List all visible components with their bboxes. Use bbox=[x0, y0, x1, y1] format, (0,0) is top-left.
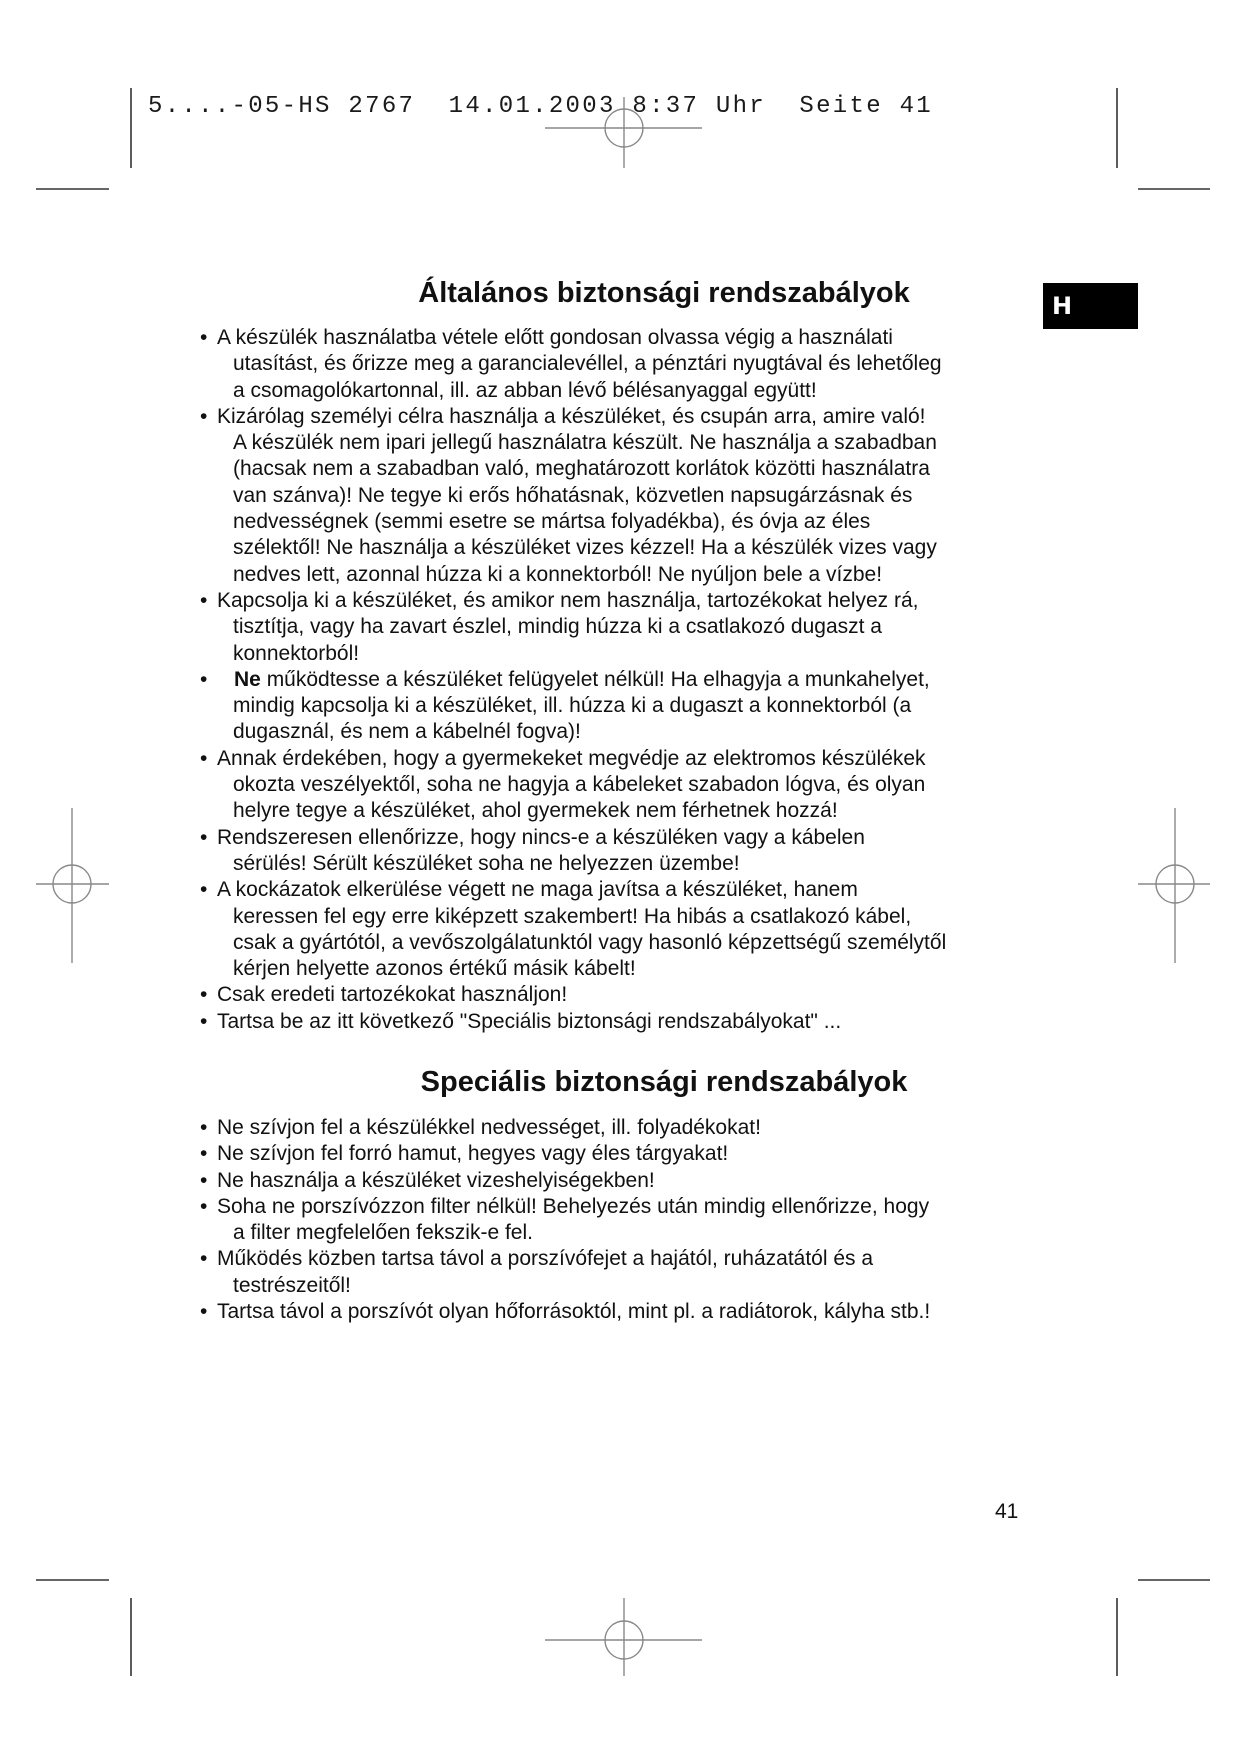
bullet-icon: • bbox=[200, 878, 208, 902]
list-item-continuation: kérjen helyette azonos értékű másik kábelt! bbox=[233, 957, 636, 981]
list-item-continuation: a filter megfelelően fekszik-e fel. bbox=[233, 1221, 533, 1245]
list-item-continuation: konnektorból! bbox=[233, 641, 360, 665]
list-item bbox=[200, 825, 1060, 878]
list-item-continuation: A készülék nem ipari jellegű használatra készült. Ne használja a szabadban bbox=[233, 431, 937, 455]
bullet-icon: • bbox=[200, 1168, 208, 1192]
list-item-continuation: tisztítja, vagy ha zavart észlel, mindig húzza ki a csatlakozó dugaszt a bbox=[233, 615, 882, 639]
bullet-icon: • bbox=[200, 1300, 208, 1324]
list-item bbox=[200, 746, 1060, 825]
list-item-continuation: nedvességnek (semmi esetre se mártsa folyadékba), és óvja az éles bbox=[233, 510, 871, 534]
list-item-continuation: testrészeitől! bbox=[233, 1273, 351, 1297]
general-safety-list bbox=[200, 325, 1060, 1035]
list-item-text: működtesse a készüléket felügyelet nélkül! Ha elhagyja a munkahelyet, bbox=[260, 667, 930, 691]
list-item-continuation: (hacsak nem a szabadban való, meghatározott korlátok közötti használatra bbox=[233, 457, 930, 481]
list-item-text: Tartsa távol a porszívót olyan hőforrásoktól, mint pl. a radiátorok, kályha stb.! bbox=[217, 1300, 931, 1324]
bullet-icon: • bbox=[200, 326, 208, 349]
bullet-icon: • bbox=[200, 667, 208, 691]
list-item bbox=[200, 982, 1060, 1008]
bullet-icon: • bbox=[200, 404, 208, 428]
page-number: 41 bbox=[995, 1500, 1019, 1523]
list-item bbox=[200, 1299, 1060, 1325]
bullet-icon: • bbox=[200, 1009, 208, 1033]
list-item-first-line bbox=[217, 1115, 1060, 1141]
list-item bbox=[200, 877, 1060, 982]
list-item-first-line bbox=[217, 588, 1060, 614]
list-item-continuation: csak a gyártótól, a vevőszolgálatunktól vagy hasonló képzettségű személytől bbox=[233, 930, 947, 954]
list-item-text: Rendszeresen ellenőrizze, hogy nincs-e a készüléken vagy a kábelen bbox=[217, 825, 865, 849]
list-item-first-line bbox=[217, 1168, 1060, 1194]
list-item-continuation: keressen fel egy erre kiképzett szakembert! Ha hibás a csatlakozó kábel, bbox=[233, 904, 912, 928]
list-item-continuation: dugasznál, és nem a kábelnél fogva)! bbox=[233, 720, 581, 744]
list-item-text: Annak érdekében, hogy a gyermekeket megvédje az elektromos készülékek bbox=[217, 746, 926, 770]
list-item-continuation: nedves lett, azonnal húzza ki a konnektorból! Ne nyúljon bele a vízbe! bbox=[233, 562, 883, 586]
list-item bbox=[200, 1246, 1060, 1299]
list-item bbox=[200, 1009, 1060, 1035]
list-item-first-line bbox=[217, 825, 1060, 851]
list-item-text: Működés közben tartsa távol a porszívófejet a hajától, ruházatától és a bbox=[217, 1247, 874, 1271]
list-item-first-line bbox=[217, 667, 1060, 693]
list-item-text: Ne szívjon fel a készülékkel nedvességet, ill. folyadékokat! bbox=[217, 1116, 761, 1139]
bullet-icon: • bbox=[200, 746, 208, 770]
list-item bbox=[200, 588, 1060, 667]
registration-target-bottom bbox=[545, 1598, 702, 1676]
list-item-text: Kizárólag személyi célra használja a készüléket, és csupán arra, amire való! bbox=[217, 404, 926, 428]
bullet-icon: • bbox=[200, 1142, 208, 1166]
list-item-text: Soha ne porszívózzon filter nélkül! Behelyezés után mindig ellenőrizze, hogy bbox=[217, 1194, 930, 1218]
list-item-first-line bbox=[217, 1246, 1060, 1272]
list-item-text: Tartsa be az itt következő "Speciális biztonsági rendszabályokat" ... bbox=[217, 1009, 842, 1033]
print-slug-line: 5....-05-HS 2767 14.01.2003 8:37 Uhr Seite 41 bbox=[148, 93, 934, 120]
list-item-text: Ne használja a készüléket vizeshelyiségekben! bbox=[217, 1168, 655, 1192]
list-item-continuation: okozta veszélyektől, soha ne hagyja a kábeleket szabadon lógva, és olyan bbox=[233, 773, 926, 797]
list-item-first-line bbox=[217, 877, 1060, 903]
language-tab: H bbox=[1043, 283, 1138, 329]
general-safety-title: Általános biztonsági rendszabályok bbox=[418, 277, 910, 309]
list-item-first-line bbox=[217, 1009, 1060, 1035]
list-item bbox=[200, 1194, 1060, 1247]
list-item-text: Kapcsolja ki a készüléket, és amikor nem használja, tartozékokat helyez rá, bbox=[217, 588, 919, 612]
registration-target-left bbox=[36, 808, 109, 963]
list-item-first-line bbox=[217, 404, 1060, 430]
list-item bbox=[200, 404, 1060, 588]
list-item-emphasis: Ne bbox=[234, 667, 261, 691]
bullet-icon: • bbox=[200, 1116, 208, 1139]
list-item-first-line bbox=[217, 1299, 1060, 1325]
list-item-text: Ne szívjon fel forró hamut, hegyes vagy éles tárgyakat! bbox=[217, 1142, 729, 1166]
list-item bbox=[200, 667, 1060, 746]
list-item bbox=[200, 1141, 1060, 1167]
list-item bbox=[200, 325, 1060, 404]
bullet-icon: • bbox=[200, 825, 208, 849]
list-item-first-line bbox=[217, 746, 1060, 772]
bullet-icon: • bbox=[200, 983, 208, 1007]
bullet-icon: • bbox=[200, 1194, 208, 1218]
list-item-continuation: helyre tegye a készüléket, ahol gyermekek nem férhetnek hozzá! bbox=[233, 799, 838, 823]
special-safety-list bbox=[200, 1115, 1060, 1325]
list-item-continuation: sérülés! Sérült készüléket soha ne helyezzen üzembe! bbox=[233, 851, 740, 875]
list-item-text: A készülék használatba vétele előtt gondosan olvassa végig a használati bbox=[217, 326, 893, 349]
bullet-icon: • bbox=[200, 1247, 208, 1271]
list-item-continuation: szélektől! Ne használja a készüléket vizes kézzel! Ha a készülék vizes vagy bbox=[233, 536, 937, 560]
registration-target-right bbox=[1138, 808, 1210, 963]
list-item-continuation: utasítást, és őrizze meg a garancialevéllel, a pénztári nyugtával és lehetőleg bbox=[233, 352, 942, 376]
list-item-continuation: a csomagolókartonnal, ill. az abban lévő bélésanyaggal együtt! bbox=[233, 378, 817, 402]
list-item bbox=[200, 1168, 1060, 1194]
list-item-first-line bbox=[217, 325, 1060, 351]
bullet-icon: • bbox=[200, 588, 208, 612]
list-item-first-line bbox=[217, 1141, 1060, 1167]
list-item-text: Csak eredeti tartozékokat használjon! bbox=[217, 983, 568, 1007]
list-item bbox=[200, 1115, 1060, 1141]
list-item-continuation: mindig kapcsolja ki a készüléket, ill. húzza ki a dugaszt a konnektorból (a bbox=[233, 694, 912, 718]
list-item-first-line bbox=[217, 1194, 1060, 1220]
list-item-first-line bbox=[217, 982, 1060, 1008]
special-safety-title: Speciális biztonsági rendszabályok bbox=[420, 1066, 908, 1098]
list-item-text: A kockázatok elkerülése végett ne maga javítsa a készüléket, hanem bbox=[217, 878, 858, 902]
list-item-continuation: van szánva)! Ne tegye ki erős hőhatásnak, közvetlen napsugárzásnak és bbox=[233, 483, 913, 507]
